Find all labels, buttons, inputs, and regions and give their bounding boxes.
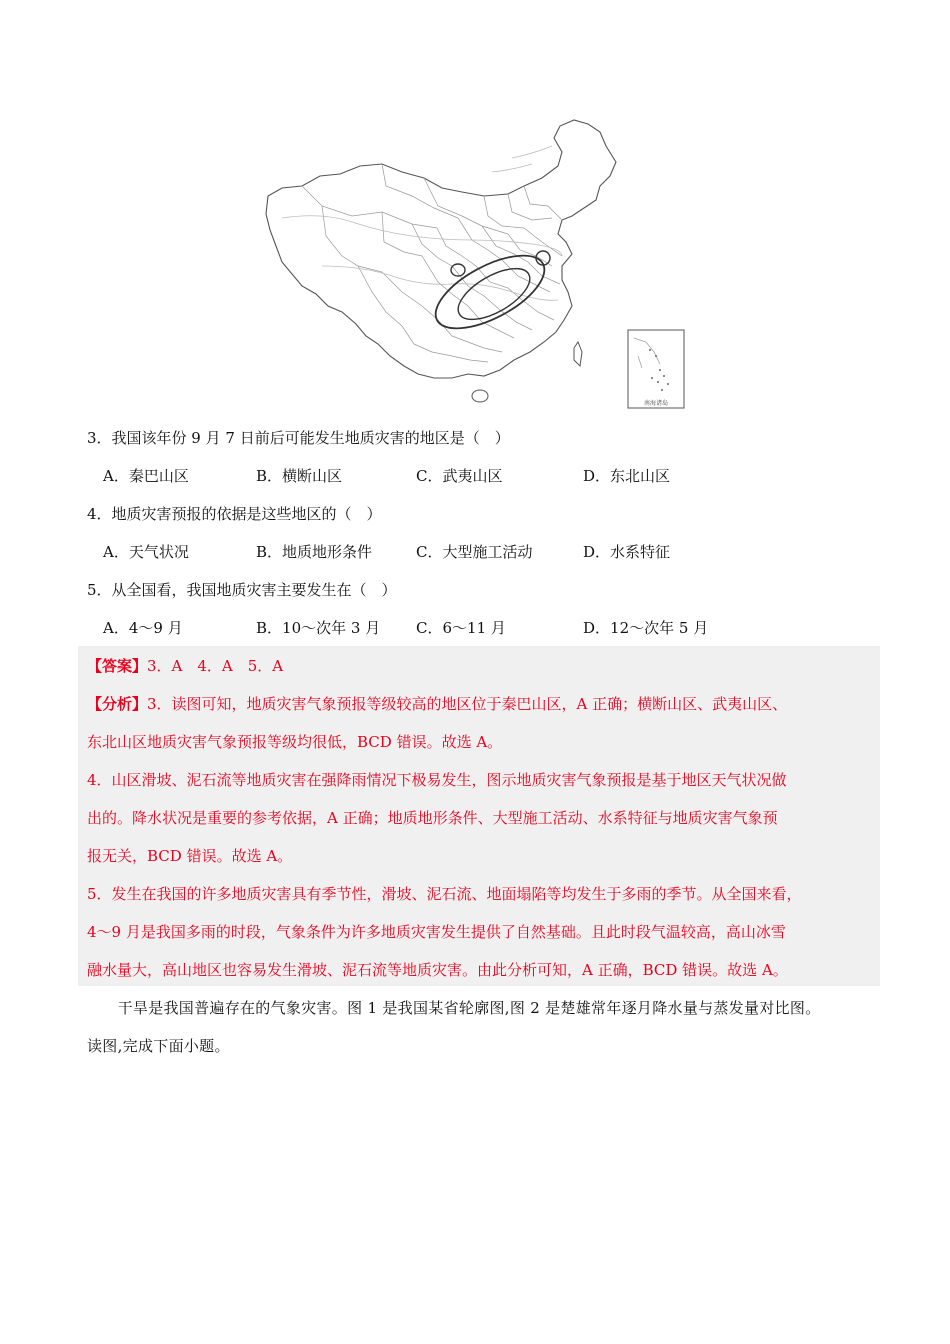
- china-outline: [266, 120, 616, 378]
- question-3-stem: 3．我国该年份 9 月 7 日前后可能发生地质灾害的地区是（ ）: [87, 429, 510, 447]
- q4-option-b[interactable]: B．地质地形条件: [256, 543, 373, 561]
- analysis-text-1: 3．读图可知，地质灾害气象预报等级较高的地区位于秦巴山区，A 正确；横断山区、武夷山区、: [147, 695, 788, 713]
- answer-text: 3．A 4．A 5．A: [147, 657, 284, 675]
- q4-option-d[interactable]: D．水系特征: [583, 543, 671, 561]
- q3-option-a[interactable]: A．秦巴山区: [103, 467, 189, 485]
- analysis-line-7: 4～9 月是我国多雨的时段，气象条件为许多地质灾害发生提供了自然基础。且此时段气温较高，高山冰雪: [87, 923, 786, 941]
- q5-option-a[interactable]: A．4～9 月: [103, 619, 183, 637]
- answer-label: 【答案】: [87, 657, 148, 675]
- question-5-stem: 5．从全国看，我国地质灾害主要发生在（ ）: [87, 581, 397, 599]
- china-map-svg: [262, 116, 722, 412]
- answer-line: [87, 656, 283, 676]
- analysis-line-1: [87, 694, 787, 714]
- analysis-line-6: 5．发生在我国的许多地质灾害具有季节性，滑坡、泥石流、地面塌陷等均发生于多雨的季节。从全国来看，: [87, 885, 802, 903]
- q3-option-b[interactable]: B．横断山区: [256, 467, 343, 485]
- analysis-line-8: 融水量大，高山地区也容易发生滑坡、泥石流等地质灾害。由此分析可知，A 正确，BCD 错误。故选 A。: [87, 961, 788, 979]
- q4-option-c[interactable]: C．大型施工活动: [416, 543, 533, 561]
- intro-line-2: 读图,完成下面小题。: [87, 1037, 230, 1055]
- analysis-line-2: 东北山区地质灾害气象预报等级均很低，BCD 错误。故选 A。: [87, 733, 503, 751]
- hainan-island: [472, 390, 488, 402]
- highlight-ellipse-left: [451, 264, 465, 276]
- south-china-sea-inset: [628, 330, 684, 408]
- q3-option-c[interactable]: C．武夷山区: [416, 467, 503, 485]
- china-map-figure: [262, 116, 722, 412]
- q5-option-b[interactable]: B．10～次年 3 月: [256, 619, 381, 637]
- analysis-line-4: 出的。降水状况是重要的参考依据，A 正确；地质地形条件、大型施工活动、水系特征与地质灾害气象预: [87, 809, 778, 827]
- analysis-line-3: 4．山区滑坡、泥石流等地质灾害在强降雨情况下极易发生，图示地质灾害气象预报是基于地区天气状况做: [87, 771, 787, 789]
- q5-option-c[interactable]: C．6～11 月: [416, 619, 506, 637]
- q3-option-d[interactable]: D．东北山区: [583, 467, 671, 485]
- province-lines: [302, 164, 562, 362]
- analysis-label: 【分析】: [87, 695, 148, 713]
- q4-option-a[interactable]: A．天气状况: [103, 543, 189, 561]
- analysis-line-5: 报无关，BCD 错误。故选 A。: [87, 847, 293, 865]
- inset-label: 南海诸岛: [643, 400, 669, 407]
- taiwan-island: [574, 342, 582, 366]
- question-4-stem: 4．地质灾害预报的依据是这些地区的（ ）: [87, 505, 382, 523]
- intro-line-1: 干旱是我国普遍存在的气象灾害。图 1 是我国某省轮廓图,图 2 是楚雄常年逐月降水量与蒸发量对比图。: [87, 999, 821, 1017]
- q5-option-d[interactable]: D．12～次年 5 月: [583, 619, 709, 637]
